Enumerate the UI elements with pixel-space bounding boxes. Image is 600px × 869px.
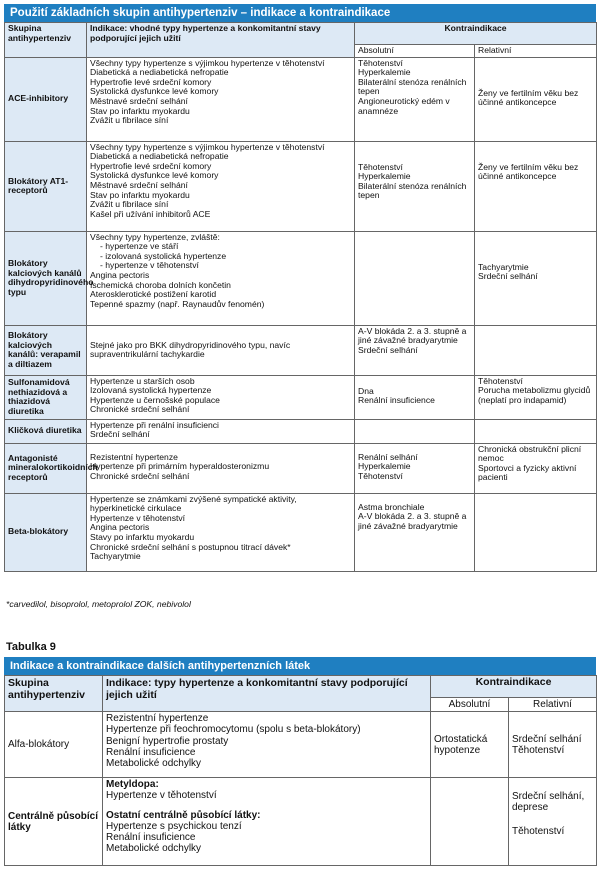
list-item: Chronické srdeční selhání <box>90 470 190 481</box>
list-item: Všechny typy hypertenze, zvláště: <box>90 231 220 242</box>
header-contraindications: Kontraindikace <box>355 23 597 45</box>
list-item: Hypertenze se známkami zvýšené sympatické aktivity, hyperkinetické cirkulace <box>90 493 297 514</box>
list-item: Všechny typy hypertenze s výjimkou hypertenze v těhotenství <box>90 141 325 152</box>
table-row <box>5 778 597 866</box>
list-item: Bilaterální stenóza renálních tepen <box>358 180 467 201</box>
list-item: A-V blokáda 2. a 3. stupně a jiné závažné bradyarytmie <box>358 511 467 531</box>
list-item: Renální insuficience <box>106 832 196 844</box>
footnote: *carvedilol, bisoprolol, metoprolol ZOK, nebivolol <box>6 599 191 609</box>
list-item: Kašel při užívání inhibitorů ACE <box>90 208 211 219</box>
indications-cell <box>103 712 431 778</box>
header-relative: Relativní <box>475 45 597 58</box>
table-row <box>5 231 597 325</box>
list-item: Renální selhání <box>358 451 418 462</box>
header-contraindications: Kontraindikace <box>431 676 597 698</box>
list-item: Těhotenství <box>358 470 403 481</box>
list-item: Dna <box>358 385 374 396</box>
list-item: Zvážit u fibrilace síní <box>90 199 169 210</box>
list-item: Těhotenství <box>512 825 565 837</box>
group-label: Blokátory AT1-receptorů <box>8 175 69 196</box>
list-item: Tachyarytmie <box>478 261 529 272</box>
relative-cell <box>475 325 597 375</box>
group-cell: Kličková diuretika <box>5 419 87 443</box>
relative-cell <box>475 443 597 493</box>
subgroup-title: Ostatní centrálně působící látky: <box>106 809 261 821</box>
list-item: Těhotenství <box>358 57 403 68</box>
relative-cell <box>475 375 597 419</box>
list-item: Stav po infarktu myokardu <box>90 105 190 116</box>
list-item: Stavy po infarktu myokardu <box>90 531 195 542</box>
header-indications: Indikace: typy hypertenze a konkomitantní stavy podporující jejich užití <box>103 676 431 712</box>
list-item: Hypertenze v těhotenství <box>90 512 186 523</box>
list-item: Městnavé srdeční selhání <box>90 95 188 106</box>
list-item: Angioneurotický edém v anamnéze <box>358 95 450 116</box>
table-row <box>5 493 597 571</box>
list-item: Těhotenství <box>358 161 403 172</box>
list-item: Renální insuficience <box>358 395 435 406</box>
relative-cell <box>475 57 597 141</box>
list-item: Tepenné spazmy (např. Raynaudův fenomén) <box>90 298 265 309</box>
list-item: Srdeční selhání <box>90 429 150 440</box>
indications-cell <box>103 778 431 866</box>
list-item: Rezistentní hypertenze <box>90 451 178 462</box>
relative-cell <box>509 712 597 778</box>
group-cell <box>5 141 87 231</box>
list-item: - izolovaná systolická hypertenze <box>100 250 227 261</box>
indications-cell <box>87 419 355 443</box>
table-row <box>5 443 597 493</box>
indications-cell <box>87 57 355 141</box>
list-item: Hypertrofie levé srdeční komory <box>90 76 212 87</box>
list-item: Izolovaná systolická hypertenze <box>90 385 212 396</box>
list-item: Chronické srdeční selhání s postupnou titrací dávek* <box>90 541 291 552</box>
list-item: Aterosklerotické postižení karotid <box>90 289 217 300</box>
list-item: Stav po infarktu myokardu <box>90 189 190 200</box>
list-item: Systolická dysfunkce levé komory <box>90 86 219 97</box>
list-item: Hyperkalemie <box>358 67 411 78</box>
group-cell: Blokátory kalciových kanálů dihydropyridinového typu <box>5 231 87 325</box>
group-cell: Alfa-blokátory <box>5 712 103 778</box>
header-absolute: Absolutní <box>355 45 475 58</box>
header-absolute: Absolutní <box>431 698 509 712</box>
list-item: Diabetická a nediabetická nefropatie <box>90 151 229 162</box>
list-item: A-V blokáda 2. a 3. stupně a jiné závažné bradyarytmie <box>358 325 467 346</box>
list-item: Srdeční selhání <box>512 733 582 745</box>
list-item: Hypertenze u starších osob <box>90 375 195 386</box>
list-item: Zvážit u fibrilace síní <box>90 115 169 126</box>
list-item: Benigní hypertrofie prostaty <box>106 735 229 747</box>
group-cell: Antagonisté mineralokortikoidních receptorů <box>5 443 87 493</box>
list-item: Hypertenze při renální insuficienci <box>90 419 219 430</box>
relative-cell <box>475 419 597 443</box>
list-item: - hypertenze ve stáří <box>100 241 179 252</box>
absolute-cell <box>355 493 475 571</box>
relative-cell <box>475 141 597 231</box>
relative-cell <box>475 493 597 571</box>
list-item: Hypertrofie levé srdeční komory <box>90 160 212 171</box>
list-item: Těhotenství <box>512 744 565 756</box>
list-item: Chronické srdeční selhání <box>90 404 190 415</box>
list-item: Městnavé srdeční selhání <box>90 179 188 190</box>
table-main <box>4 4 596 572</box>
list-item: Hyperkalemie <box>358 171 411 182</box>
table-secondary <box>4 657 596 866</box>
list-item: Hypertenze u černošské populace <box>90 394 220 405</box>
indications-cell <box>87 231 355 325</box>
list-item: Systolická dysfunkce levé komory <box>90 170 219 181</box>
absolute-cell <box>355 141 475 231</box>
absolute-cell <box>355 231 475 325</box>
list-item: Stejné jako pro BKK dihydropyridinového typu, navíc supraventrikulární tachykardie <box>90 339 291 360</box>
subgroup-title: Metyldopa: <box>106 779 159 791</box>
table-row <box>5 419 597 443</box>
list-item: Astma bronchiale <box>358 501 425 512</box>
table-row <box>5 712 597 778</box>
indications-cell <box>87 325 355 375</box>
table-grid <box>4 675 597 866</box>
list-item: Ženy ve fertilním věku bez účinné antikoncepce <box>478 87 579 108</box>
list-item: Chronická obstrukční plicní nemoc <box>478 443 582 464</box>
list-item: Hypertenze s psychickou tenzí <box>106 820 242 832</box>
header-indications: Indikace: vhodné typy hypertenze a konkomitantní stavy podporující jejich užití <box>87 23 355 58</box>
indications-cell <box>87 141 355 231</box>
table-title: Indikace a kontraindikace dalších antihypertenzních látek <box>4 657 596 675</box>
list-item: Diabetická a nediabetická nefropatie <box>90 67 229 78</box>
indications-cell <box>87 443 355 493</box>
table-grid <box>4 22 597 572</box>
relative-cell <box>475 231 597 325</box>
table-row <box>5 141 597 231</box>
list-item: Všechny typy hypertenze s výjimkou hypertenze v těhotenství <box>90 57 325 68</box>
list-item: Ortostatická hypotenze <box>434 733 488 756</box>
list-item: Porucha metabolizmu glycidů (neplatí pro indapamid) <box>478 385 591 405</box>
group-cell: Beta-blokátory <box>5 493 87 571</box>
list-item: Metabolické odchylky <box>106 843 202 855</box>
list-item: Ženy ve fertilním věku bez účinné antikoncepce <box>478 161 579 182</box>
indications-cell <box>87 375 355 419</box>
list-item: Metabolické odchylky <box>106 758 202 770</box>
header-relative: Relativní <box>509 698 597 712</box>
indications-cell <box>87 493 355 571</box>
absolute-cell <box>355 443 475 493</box>
table-row <box>5 57 597 141</box>
list-item: Tachyarytmie <box>90 551 141 562</box>
absolute-cell <box>355 375 475 419</box>
list-item: Těhotenství <box>478 375 523 386</box>
list-item: Ischemická choroba dolních končetin <box>90 279 231 290</box>
header-group: Skupina antihypertenziv <box>5 676 103 712</box>
list-item: - hypertenze v těhotenství <box>100 260 199 271</box>
absolute-cell <box>431 778 509 866</box>
list-item: Srdeční selhání, deprese <box>512 791 585 814</box>
table-row <box>5 325 597 375</box>
table-title: Použití základních skupin antihypertenziv – indikace a kontraindikace <box>4 4 596 22</box>
group-cell: Blokátory kalciových kanálů: verapamil a diltiazem <box>5 325 87 375</box>
list-item: Rezistentní hypertenze <box>106 713 209 725</box>
list-item: Hypertenze při primárním hyperaldosteronizmu <box>90 461 270 472</box>
table-row <box>5 375 597 419</box>
group-cell: ACE-inhibitory <box>5 57 87 141</box>
relative-cell <box>509 778 597 866</box>
list-item: Sportovci a fyzicky aktivní pacienti <box>478 462 577 483</box>
header-group: Skupina antihypertenziv <box>5 23 87 58</box>
list-item: Bilaterální stenóza renálních tepen <box>358 76 467 97</box>
group-cell: Sulfonamidová nethiazidová a thiazidová diuretika <box>5 375 87 419</box>
absolute-cell <box>355 419 475 443</box>
absolute-cell <box>431 712 509 778</box>
absolute-cell <box>355 57 475 141</box>
absolute-cell <box>355 325 475 375</box>
list-item: Srdeční selhání <box>478 271 538 282</box>
table-label: Tabulka 9 <box>6 641 56 653</box>
list-item: Renální insuficience <box>106 746 196 758</box>
list-item: Angina pectoris <box>90 269 150 280</box>
group-cell: Centrálně působící látky <box>5 778 103 866</box>
list-item: Srdeční selhání <box>358 344 418 355</box>
list-item: Hypertenze při feochromocytomu (spolu s beta-blokátory) <box>106 724 361 736</box>
list-item: Hypertenze v těhotenství <box>106 790 217 802</box>
list-item: Angina pectoris <box>90 522 150 533</box>
list-item: Hyperkalemie <box>358 461 411 472</box>
